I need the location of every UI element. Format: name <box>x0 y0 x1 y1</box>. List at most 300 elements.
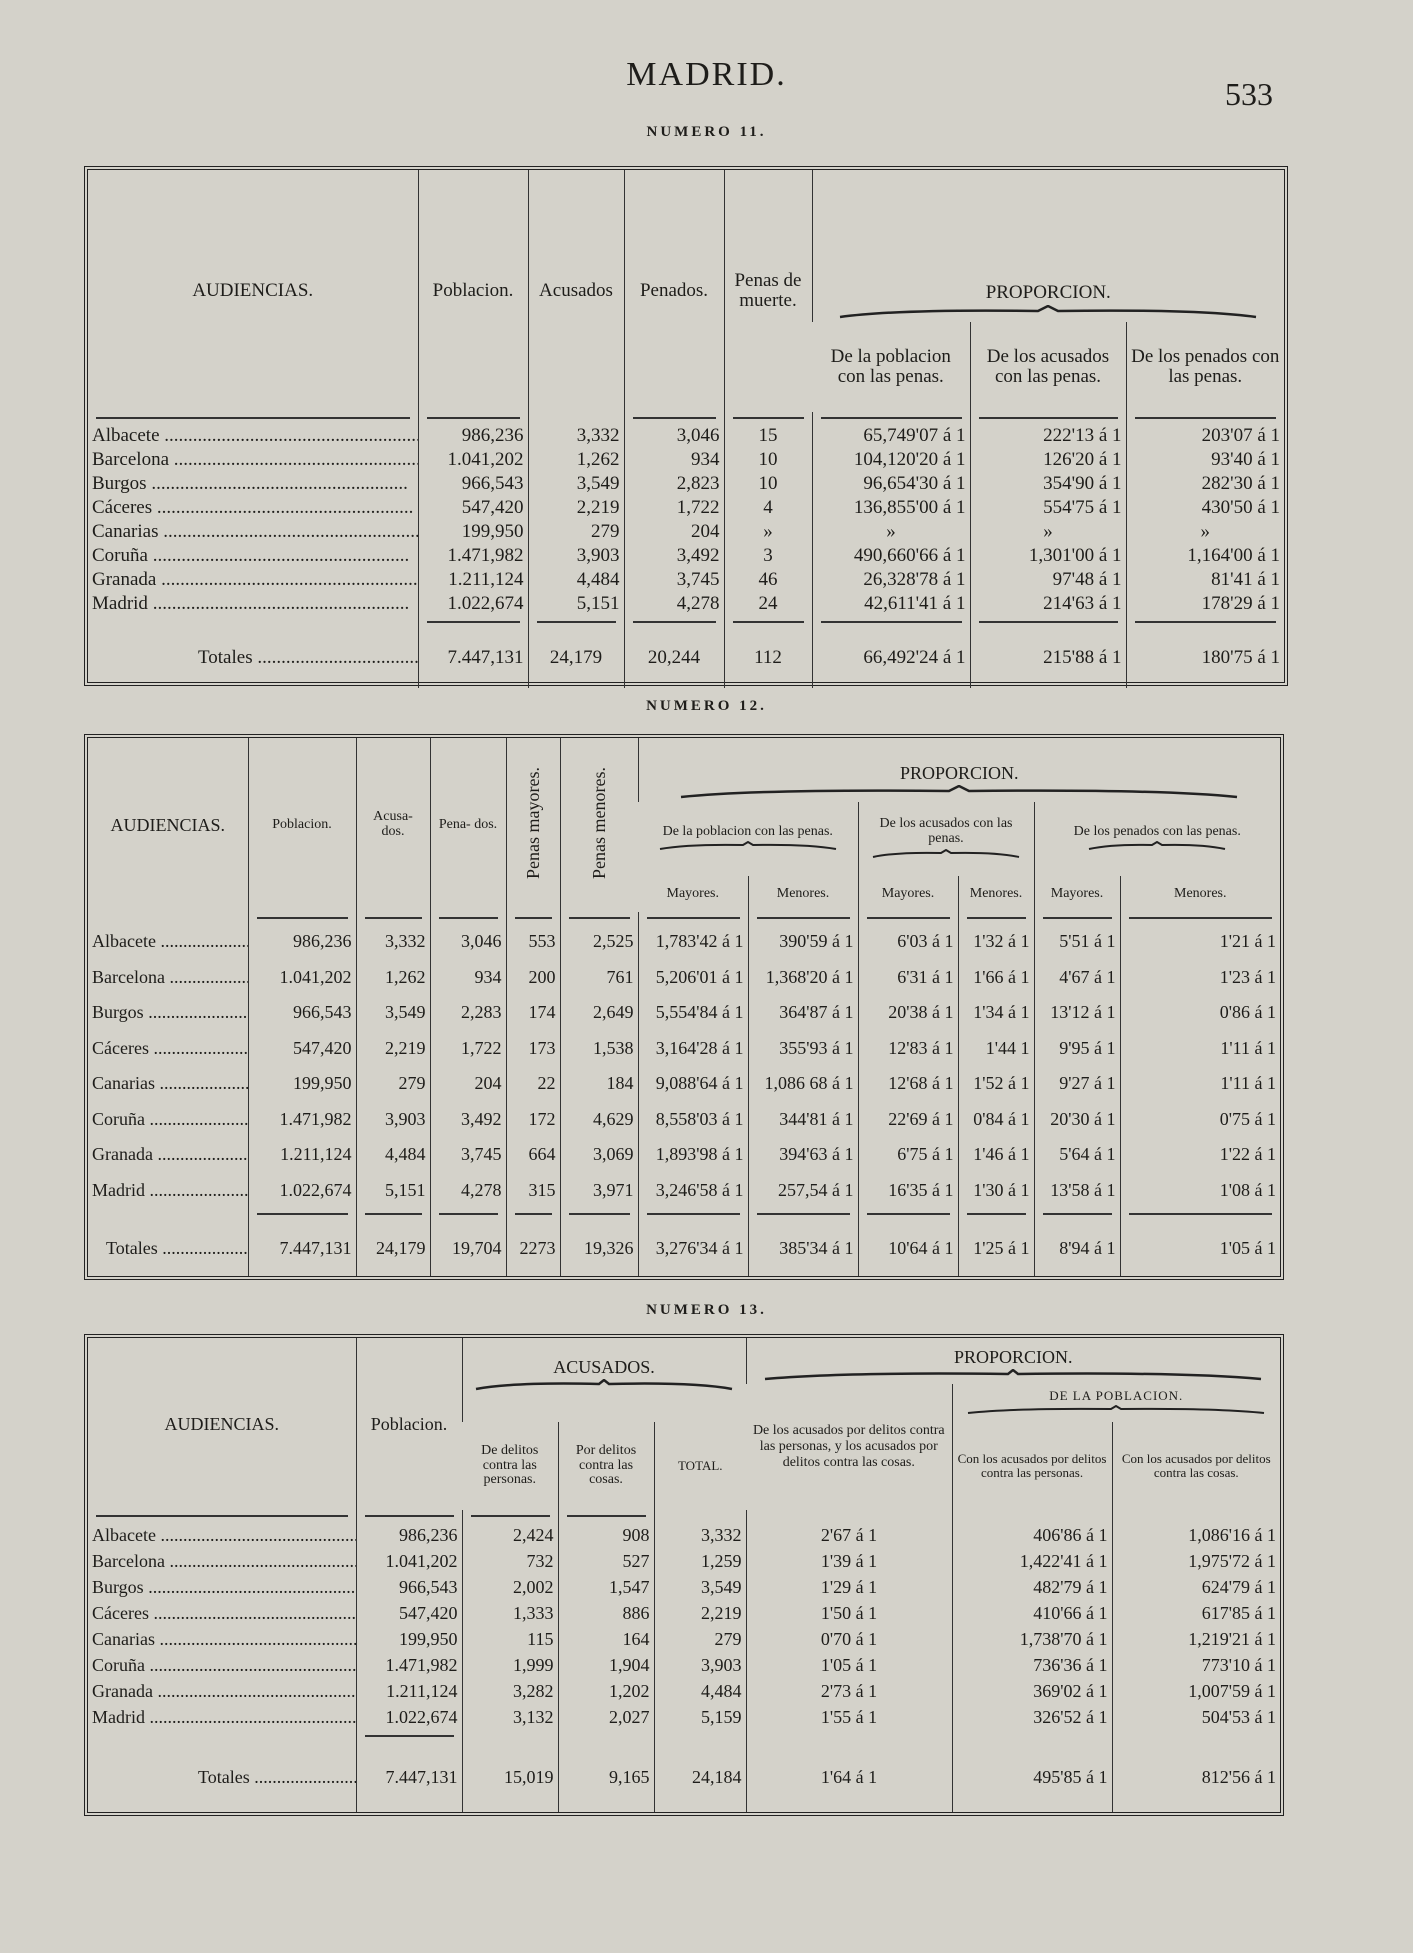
table-cell: 1.041,202 <box>248 960 356 996</box>
table-cell: 4,278 <box>624 592 724 616</box>
table-cell: 1,893'98 á 1 <box>638 1137 748 1173</box>
table-cell: 178'29 á 1 <box>1126 592 1284 616</box>
table-cell: 3,492 <box>430 1102 506 1138</box>
table-cell <box>356 912 430 924</box>
audiencia-name: Coruña ..... <box>88 1652 356 1678</box>
table-row <box>88 568 1284 592</box>
table-cell: 1.041,202 <box>356 1548 462 1574</box>
table-cell: 547,420 <box>356 1600 462 1626</box>
audiencia-name: Madrid ..... <box>88 1704 356 1730</box>
table-cell: 46 <box>724 568 812 592</box>
table-cell: 1,007'59 á 1 <box>1112 1678 1280 1704</box>
table-cell <box>558 1510 654 1522</box>
audiencia-name: Barcelona ..... <box>88 1548 356 1574</box>
col-acusados: ACUSADOS. <box>462 1338 746 1422</box>
col-proporcion <box>812 170 1284 322</box>
table-cell <box>970 412 1126 424</box>
table-cell: 3,046 <box>624 424 724 448</box>
table-cell: 3,132 <box>462 1704 558 1730</box>
table-cell: 624'79 á 1 <box>1112 1574 1280 1600</box>
table-cell: 1,738'70 á 1 <box>952 1626 1112 1652</box>
table-cell: 180'75 á 1 <box>1126 628 1284 688</box>
table-cell: 279 <box>356 1066 430 1102</box>
proporcion-label: PROPORCION. <box>985 282 1111 304</box>
col-prop-ratio: De los acusados por delitos contra las personas, y los acusados por delitos contra las cosas. <box>752 1422 945 1471</box>
table-cell: 3,549 <box>356 995 430 1031</box>
table-cell <box>724 616 812 628</box>
table-row <box>88 1548 1280 1574</box>
table-cell <box>858 912 958 924</box>
audiencia-name: Albacete ..... <box>88 424 418 448</box>
audiencia-name: Coruña ..... <box>88 1102 248 1138</box>
table-cell: 200 <box>506 960 560 996</box>
table-cell: 22'69 á 1 <box>858 1102 958 1138</box>
col-acusados: Acusados <box>528 170 624 412</box>
table-cell: 174 <box>506 995 560 1031</box>
table-cell <box>88 1730 356 1742</box>
col-prop-cosas: Con los acusados por delitos contra las cosas. <box>1112 1422 1280 1510</box>
table-cell: 2'73 á 1 <box>746 1678 952 1704</box>
totals-row <box>88 1220 1280 1276</box>
col-penas-mayores: Penas mayores. <box>506 738 560 912</box>
table-cell: 26,328'78 á 1 <box>812 568 970 592</box>
table-row <box>88 1652 1280 1678</box>
table-cell: 986,236 <box>356 1522 462 1548</box>
table-cell: 4,484 <box>528 568 624 592</box>
table-cell: 1,219'21 á 1 <box>1112 1626 1280 1652</box>
brace-icon <box>474 1379 734 1391</box>
table-cell: 3,903 <box>654 1652 746 1678</box>
table-cell <box>746 1730 952 1742</box>
table-cell: 1,975'72 á 1 <box>1112 1548 1280 1574</box>
table-cell: 13'58 á 1 <box>1034 1173 1120 1209</box>
table-cell: 1.471,982 <box>356 1652 462 1678</box>
table-cell: 0'84 á 1 <box>958 1102 1034 1138</box>
table-cell: 934 <box>624 448 724 472</box>
table-cell: 5,554'84 á 1 <box>638 995 748 1031</box>
table-cell: 4,278 <box>430 1173 506 1209</box>
col-audiencias: AUDIENCIAS. <box>110 814 225 835</box>
table-cell: 8,558'03 á 1 <box>638 1102 748 1138</box>
table-cell: 96,654'30 á 1 <box>812 472 970 496</box>
table-cell: 2'67 á 1 <box>746 1522 952 1548</box>
col-proporcion: PROPORCION. <box>746 1338 1280 1384</box>
col-poblacion: Poblacion. <box>418 170 528 412</box>
brace-icon <box>763 1369 1263 1381</box>
table-cell: 204 <box>624 520 724 544</box>
table-cell: 1,999 <box>462 1652 558 1678</box>
table-cell: 1.211,124 <box>418 568 528 592</box>
table-cell: 164 <box>558 1626 654 1652</box>
table-cell: 886 <box>558 1600 654 1626</box>
table-cell: 1'11 á 1 <box>1120 1031 1280 1067</box>
table-cell <box>724 412 812 424</box>
table-cell: 0'86 á 1 <box>1120 995 1280 1031</box>
table-cell <box>624 616 724 628</box>
table-cell <box>248 1208 356 1220</box>
table-cell <box>356 1730 462 1742</box>
table-cell: 19,326 <box>560 1220 638 1276</box>
table-cell: 22 <box>506 1066 560 1102</box>
table-cell: 4 <box>724 496 812 520</box>
table-cell: 732 <box>462 1548 558 1574</box>
table-row <box>88 520 1284 544</box>
table-cell: 1,333 <box>462 1600 558 1626</box>
table-cell: 1,086'16 á 1 <box>1112 1522 1280 1548</box>
table-cell: 1,422'41 á 1 <box>952 1548 1112 1574</box>
table-cell: 385'34 á 1 <box>748 1220 858 1276</box>
table-cell: 3,332 <box>654 1522 746 1548</box>
audiencia-name: Granada ..... <box>88 1678 356 1704</box>
table-cell: 1.471,982 <box>418 544 528 568</box>
audiencia-name: Burgos ..... <box>88 1574 356 1600</box>
table-cell <box>1126 616 1284 628</box>
audiencia-name: Cáceres ..... <box>88 496 418 520</box>
table-row <box>88 1102 1280 1138</box>
audiencia-name: Albacete ..... <box>88 1522 356 1548</box>
table-cell: 282'30 á 1 <box>1126 472 1284 496</box>
table-cell: 3,492 <box>624 544 724 568</box>
col-poblacion: Poblacion. <box>356 1338 462 1510</box>
col-mayores: Mayores. <box>858 876 958 912</box>
table-cell: 115 <box>462 1626 558 1652</box>
table-cell <box>560 912 638 924</box>
table-cell: 6'03 á 1 <box>858 924 958 960</box>
table-cell: 10 <box>724 448 812 472</box>
table-cell: 8'94 á 1 <box>1034 1220 1120 1276</box>
table-row <box>88 924 1280 960</box>
table-cell <box>506 1208 560 1220</box>
table-cell: 3,903 <box>528 544 624 568</box>
col-menores: Menores. <box>958 876 1034 912</box>
table-cell: 9,165 <box>558 1742 654 1812</box>
col-personas: De delitos contra las personas. <box>481 1442 539 1488</box>
page-header <box>0 52 1413 112</box>
table-cell <box>952 1730 1112 1742</box>
table-cell <box>462 1510 558 1522</box>
table-cell <box>812 412 970 424</box>
audiencia-name: Granada ..... <box>88 1137 248 1173</box>
table-cell: 2,823 <box>624 472 724 496</box>
table-cell: 215'88 á 1 <box>970 628 1126 688</box>
table-cell: 355'93 á 1 <box>748 1031 858 1067</box>
table-cell: 279 <box>654 1626 746 1652</box>
table-cell: 2,525 <box>560 924 638 960</box>
table-cell: 1'39 á 1 <box>746 1548 952 1574</box>
table-cell: 553 <box>506 924 560 960</box>
table-cell <box>560 1208 638 1220</box>
table-cell: 390'59 á 1 <box>748 924 858 960</box>
table-cell: 490,660'66 á 1 <box>812 544 970 568</box>
table-cell: 1,301'00 á 1 <box>970 544 1126 568</box>
table-cell: 966,543 <box>418 472 528 496</box>
col-poblacion: Poblacion. <box>248 738 356 912</box>
table-cell: 394'63 á 1 <box>748 1137 858 1173</box>
table-cell: 13'12 á 1 <box>1034 995 1120 1031</box>
table-cell: 6'75 á 1 <box>858 1137 958 1173</box>
table-cell <box>958 912 1034 924</box>
audiencia-name: Totales ..... <box>88 1220 248 1276</box>
table-cell: 1,086 68 á 1 <box>748 1066 858 1102</box>
table-cell: » <box>724 520 812 544</box>
col-mayores: Mayores. <box>666 885 719 901</box>
table-cell: 204 <box>430 1066 506 1102</box>
table-cell: 1.211,124 <box>356 1678 462 1704</box>
table-cell: 1'22 á 1 <box>1120 1137 1280 1173</box>
audiencia-name: Canarias ..... <box>88 1066 248 1102</box>
table-cell: 173 <box>506 1031 560 1067</box>
table-cell <box>746 1510 952 1522</box>
table-cell: 5,206'01 á 1 <box>638 960 748 996</box>
table-cell: 2,027 <box>558 1704 654 1730</box>
table-cell: 3,164'28 á 1 <box>638 1031 748 1067</box>
table-cell <box>1112 1730 1280 1742</box>
table-cell: 1,783'42 á 1 <box>638 924 748 960</box>
table-cell: 406'86 á 1 <box>952 1522 1112 1548</box>
table-cell: 12'68 á 1 <box>858 1066 958 1102</box>
table-cell: 12'83 á 1 <box>858 1031 958 1067</box>
table-cell <box>418 616 528 628</box>
table-cell: 3 <box>724 544 812 568</box>
table-cell <box>1112 1510 1280 1522</box>
col-penados: Penados. <box>624 170 724 412</box>
table-cell: 7.447,131 <box>248 1220 356 1276</box>
col-prop-acusados: De los acusados con las penas. <box>858 802 1034 876</box>
table-row <box>88 1574 1280 1600</box>
table-cell: 112 <box>724 628 812 688</box>
table-cell <box>88 1208 248 1220</box>
totals-row <box>88 628 1284 688</box>
table-cell: 736'36 á 1 <box>952 1652 1112 1678</box>
table-cell: 16'35 á 1 <box>858 1173 958 1209</box>
table-cell: 4,629 <box>560 1102 638 1138</box>
table-cell: 20'30 á 1 <box>1034 1102 1120 1138</box>
table-cell <box>248 912 356 924</box>
table-cell: 410'66 á 1 <box>952 1600 1112 1626</box>
brace-icon <box>658 841 838 851</box>
table-cell: 482'79 á 1 <box>952 1574 1112 1600</box>
totals-row <box>88 1742 1280 1812</box>
table-cell: 9'95 á 1 <box>1034 1031 1120 1067</box>
table-cell: 2,649 <box>560 995 638 1031</box>
table-cell: 4,484 <box>356 1137 430 1173</box>
table-cell: 65,749'07 á 1 <box>812 424 970 448</box>
table-cell: 24,179 <box>528 628 624 688</box>
table-cell: 3,332 <box>528 424 624 448</box>
table-cell: 773'10 á 1 <box>1112 1652 1280 1678</box>
table-cell: 257,54 á 1 <box>748 1173 858 1209</box>
table-cell: » <box>812 520 970 544</box>
table-cell: 5,159 <box>654 1704 746 1730</box>
table-cell <box>528 616 624 628</box>
table-cell: 934 <box>430 960 506 996</box>
table-cell: 2273 <box>506 1220 560 1276</box>
table-cell: 364'87 á 1 <box>748 995 858 1031</box>
table-cell: 344'81 á 1 <box>748 1102 858 1138</box>
table-cell: 527 <box>558 1548 654 1574</box>
table-cell: 7.447,131 <box>356 1742 462 1812</box>
col-penados: Pena- dos. <box>430 738 506 912</box>
col-proporcion <box>638 738 1280 802</box>
table-cell: 172 <box>506 1102 560 1138</box>
table-cell: 1'08 á 1 <box>1120 1173 1280 1209</box>
table-cell: 1.471,982 <box>248 1102 356 1138</box>
col-menores: Menores. <box>1120 876 1280 912</box>
table-cell <box>654 1730 746 1742</box>
col-menores: Menores. <box>748 876 858 912</box>
col-prop-poblacion: De la poblacion con las penas. <box>830 346 951 387</box>
table-cell: 908 <box>558 1522 654 1548</box>
table-cell: 1,722 <box>624 496 724 520</box>
table-cell: 3,246'58 á 1 <box>638 1173 748 1209</box>
table-cell <box>970 616 1126 628</box>
table-row <box>88 1066 1280 1102</box>
table-cell: 315 <box>506 1173 560 1209</box>
audiencia-name: Coruña ..... <box>88 544 418 568</box>
table-row <box>88 1678 1280 1704</box>
col-cosas: Por delitos contra las cosas. <box>558 1422 654 1510</box>
col-audiencias: AUDIENCIAS. <box>164 1413 279 1434</box>
table-cell <box>506 912 560 924</box>
table-cell: 1'05 á 1 <box>746 1652 952 1678</box>
table-cell: 24,179 <box>356 1220 430 1276</box>
table-cell: 3,046 <box>430 924 506 960</box>
table-row <box>88 496 1284 520</box>
table-cell: 1,547 <box>558 1574 654 1600</box>
table-row <box>88 448 1284 472</box>
table-row <box>88 544 1284 568</box>
table-cell: 986,236 <box>248 924 356 960</box>
col-mayores: Mayores. <box>1034 876 1120 912</box>
col-audiencias: AUDIENCIAS. <box>192 280 314 302</box>
table-cell: 1.022,674 <box>248 1173 356 1209</box>
table-cell: 504'53 á 1 <box>1112 1704 1280 1730</box>
brace-icon <box>838 305 1258 319</box>
table-cell <box>1126 412 1284 424</box>
audiencia-name: Albacete ..... <box>88 924 248 960</box>
table-cell: 1,202 <box>558 1678 654 1704</box>
audiencia-name: Totales ..... <box>88 628 418 688</box>
table-cell: 3,745 <box>624 568 724 592</box>
table-cell: 2,219 <box>654 1600 746 1626</box>
table-cell <box>1120 1208 1280 1220</box>
table-cell: 986,236 <box>418 424 528 448</box>
table-row <box>88 1031 1280 1067</box>
table-cell: 5'64 á 1 <box>1034 1137 1120 1173</box>
table-cell <box>88 912 248 924</box>
table-12 <box>84 734 1284 1280</box>
col-prop-penados: De los penados con las penas. <box>1034 802 1280 876</box>
table-cell: 19,704 <box>430 1220 506 1276</box>
table-cell: 547,420 <box>418 496 528 520</box>
table-cell: 1'44 1 <box>958 1031 1034 1067</box>
table-cell: 430'50 á 1 <box>1126 496 1284 520</box>
table-cell: 9,088'64 á 1 <box>638 1066 748 1102</box>
table-cell <box>958 1208 1034 1220</box>
table-cell: 354'90 á 1 <box>970 472 1126 496</box>
table-row <box>88 592 1284 616</box>
table-cell: 2,283 <box>430 995 506 1031</box>
table-cell: 9'27 á 1 <box>1034 1066 1120 1102</box>
table-cell: 3,282 <box>462 1678 558 1704</box>
table-cell <box>418 412 528 424</box>
table-cell: 10 <box>724 472 812 496</box>
table-cell: 1'05 á 1 <box>1120 1220 1280 1276</box>
table-cell: 1'55 á 1 <box>746 1704 952 1730</box>
table-cell <box>462 1730 558 1742</box>
table-13 <box>84 1334 1284 1816</box>
table-cell: 1'30 á 1 <box>958 1173 1034 1209</box>
table-cell: 126'20 á 1 <box>970 448 1126 472</box>
table-cell: 20'38 á 1 <box>858 995 958 1031</box>
page-title: MADRID. <box>626 56 787 93</box>
table-cell <box>1034 1208 1120 1220</box>
table-cell <box>1034 912 1120 924</box>
table-cell: 5'51 á 1 <box>1034 924 1120 960</box>
table-cell: 1,262 <box>356 960 430 996</box>
table-row <box>88 960 1280 996</box>
table-row <box>88 1522 1280 1548</box>
table-cell: 0'75 á 1 <box>1120 1102 1280 1138</box>
table-cell: 2,219 <box>528 496 624 520</box>
table-cell: 1'46 á 1 <box>958 1137 1034 1173</box>
table-cell: 199,950 <box>418 520 528 544</box>
table-cell: 222'13 á 1 <box>970 424 1126 448</box>
audiencia-name: Barcelona ..... <box>88 448 418 472</box>
table-cell: 20,244 <box>624 628 724 688</box>
table-cell <box>748 912 858 924</box>
table-cell: 1,368'20 á 1 <box>748 960 858 996</box>
table-row <box>88 1704 1280 1730</box>
table-cell: 1.022,674 <box>356 1704 462 1730</box>
table-cell: 5,151 <box>356 1173 430 1209</box>
table-cell: 1.211,124 <box>248 1137 356 1173</box>
table-cell: 15,019 <box>462 1742 558 1812</box>
brace-icon <box>871 849 1021 859</box>
table-cell: 184 <box>560 1066 638 1102</box>
table-cell <box>88 412 418 424</box>
table-cell: 3,745 <box>430 1137 506 1173</box>
table-cell: 10'64 á 1 <box>858 1220 958 1276</box>
table-row <box>88 1137 1280 1173</box>
table-cell: 15 <box>724 424 812 448</box>
table-cell: 3,971 <box>560 1173 638 1209</box>
table-cell: 203'07 á 1 <box>1126 424 1284 448</box>
table-cell: 2,002 <box>462 1574 558 1600</box>
col-penas-muerte: Penas de muerte. <box>724 170 812 412</box>
table-cell <box>88 1510 356 1522</box>
table-cell: 104,120'20 á 1 <box>812 448 970 472</box>
table-cell: 664 <box>506 1137 560 1173</box>
table-12-caption: NUMERO 12. <box>646 698 767 714</box>
table-cell: 81'41 á 1 <box>1126 568 1284 592</box>
table-cell <box>654 1510 746 1522</box>
table-cell: 966,543 <box>248 995 356 1031</box>
col-de-la-poblacion: DE LA POBLACION. <box>952 1384 1280 1422</box>
table-cell <box>356 1510 462 1522</box>
table-cell <box>638 912 748 924</box>
table-row <box>88 424 1284 448</box>
proporcion-label: PROPORCION. <box>899 763 1019 784</box>
table-11 <box>84 166 1288 686</box>
table-cell: 554'75 á 1 <box>970 496 1126 520</box>
table-cell: 1,262 <box>528 448 624 472</box>
table-cell: 1'34 á 1 <box>958 995 1034 1031</box>
table-cell: 4,484 <box>654 1678 746 1704</box>
table-cell: 1'32 á 1 <box>958 924 1034 960</box>
table-cell <box>430 1208 506 1220</box>
table-cell <box>812 616 970 628</box>
